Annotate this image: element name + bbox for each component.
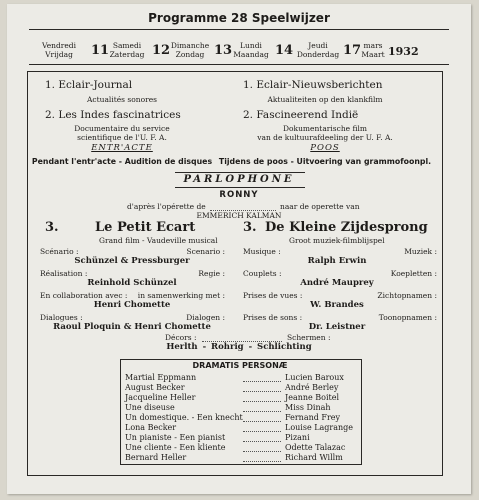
cast-role: Bernard Heller <box>125 453 187 462</box>
film-sub-fr: Grand film - Vaudeville musical <box>99 236 218 245</box>
toon-label-nl: Toonopnamen : <box>378 313 437 322</box>
cast-role: Martial Eppmann <box>125 373 197 382</box>
program-title: Programme 28 Speelwijzer <box>148 11 330 25</box>
dialogues-label-fr: Dialogues : <box>40 313 83 322</box>
cast-actor: Louise Lagrange <box>285 423 354 432</box>
decors-value: Herlth - Rohrig - Schlichting <box>166 342 312 352</box>
right-item2-sub2: van de kultuurafdeeling der U. F. A. <box>257 133 393 142</box>
collab-label-fr: En collaboration avec : <box>40 291 128 300</box>
cast-actor: Pizani <box>285 433 310 442</box>
day-5-nl: Donderdag <box>296 49 340 59</box>
couplets-value: André Mauprey <box>300 278 374 288</box>
collab-label-nl: in samenwerking met : <box>137 291 225 300</box>
musique-label-fr: Musique : <box>243 247 281 256</box>
scenario-value: Schünzel & Pressburger <box>74 256 190 266</box>
entracte-label: ENTR'ACTE <box>91 143 153 153</box>
film-num-left: 3. <box>45 220 59 235</box>
parlophone-rule-bottom <box>175 187 305 188</box>
cast-role: Un domestique. - Een knecht <box>125 413 243 422</box>
realisation-label-fr: Réalisation : <box>40 269 88 278</box>
right-item2-sub1: Dokumentarische film <box>283 124 367 133</box>
parlophone-rule-top <box>175 172 305 173</box>
left-item1-sub: Actualités sonores <box>87 95 157 104</box>
header-rule-top <box>29 29 449 30</box>
cast-leader-dots <box>243 451 281 452</box>
month-fr: mars <box>363 41 383 50</box>
dialogues-value: Raoul Ploquin & Henri Chomette <box>53 322 211 332</box>
film-sub-nl: Groot muziek-filmblijspel <box>289 236 385 245</box>
koepletten-label-nl: Koepletten : <box>390 269 437 278</box>
right-item2-title: 2. Fascineerend Indië <box>243 109 359 121</box>
cast-role: Une cliente - Een kliente <box>125 443 226 452</box>
day-2-num: 12 <box>152 43 171 58</box>
operette-fr: d'après l'opérette de <box>127 202 206 211</box>
cast-leader-dots <box>243 381 281 382</box>
cast-leader-dots <box>243 461 281 462</box>
realisation-value: Reinhold Schünzel <box>87 278 177 288</box>
scenario-label-fr: Scénario : <box>40 247 79 256</box>
parlophone: PARLOPHONE <box>183 174 295 185</box>
cast-actor: Jeanne Boitel <box>285 393 340 402</box>
cast-leader-dots <box>243 441 281 442</box>
day-4-fr: Lundi <box>240 41 262 50</box>
day-1-nl: Vrijdag <box>45 49 73 59</box>
day-4-nl: Maandag <box>233 49 269 59</box>
left-item2-sub1: Documentaire du service <box>74 124 170 133</box>
day-1-fr: Vendredi <box>41 41 77 50</box>
film-num-right: 3. <box>243 220 257 235</box>
dialogues-label-nl: Dialogen : <box>186 313 225 322</box>
poos-text: Tijdens de poos - Uitvoering van grammofoonpl. <box>218 157 432 166</box>
day-3-num: 13 <box>214 43 233 58</box>
header-rule-bottom <box>29 64 449 65</box>
couplets-label-fr: Couplets : <box>243 269 282 278</box>
cast-actor: André Berley <box>285 383 339 392</box>
scenario-label-nl: Scenario : <box>186 247 225 256</box>
day-3-nl: Zondag <box>175 49 205 59</box>
regie-label-nl: Regie : <box>198 269 225 278</box>
day-1-num: 11 <box>91 43 110 58</box>
dramatis-heading: DRAMATIS PERSONÆ <box>192 361 288 370</box>
cast-leader-dots <box>243 411 281 412</box>
cast-actor: Lucien Baroux <box>285 373 344 382</box>
ronny: RONNY <box>219 190 259 200</box>
year: 1932 <box>388 45 419 58</box>
entracte-text: Pendant l'entr'acte - Audition de disques <box>31 157 213 166</box>
cast-actor: Fernand Frey <box>285 413 341 422</box>
right-item1-title: 1. Eclair-Nieuwsberichten <box>243 79 383 91</box>
composer: EMMERICH KALMAN <box>196 211 282 220</box>
day-2-nl: Zaterdag <box>109 49 145 59</box>
day-3-fr: Dimanche <box>170 41 210 50</box>
day-4-num: 14 <box>275 43 294 58</box>
cast-actor: Miss Dinah <box>285 403 331 412</box>
film-title-fr: Le Petit Ecart <box>95 220 196 235</box>
left-item1-title: 1. Eclair-Journal <box>45 79 133 91</box>
cast-actor: Odette Talazac <box>285 443 346 452</box>
cast-leader-dots <box>243 431 281 432</box>
prises-sons-label-fr: Prises de sons : <box>243 313 303 322</box>
prises-sons-value: Dr. Leistner <box>308 322 366 332</box>
prises-vues-label-fr: Prises de vues : <box>243 291 303 300</box>
decors-label-fr: Décors : <box>165 333 197 342</box>
cast-leader-dots <box>243 391 281 392</box>
cast-leader-dots <box>243 401 281 402</box>
muziek-label-nl: Muziek : <box>404 247 437 256</box>
day-5-fr: Jeudi <box>308 41 328 50</box>
cast-role: Un pianiste - Een pianist <box>125 433 226 442</box>
cast-role: Lona Becker <box>125 423 177 432</box>
month-nl: Maart <box>361 49 385 59</box>
left-item2-title: 2. Les Indes fascinatrices <box>45 109 181 121</box>
right-item1-sub: Aktualiteiten op den klankfilm <box>267 95 383 104</box>
musique-value: Ralph Erwin <box>307 256 367 266</box>
operette-nl: naar de operette van <box>280 202 360 211</box>
prises-vues-value: W. Brandes <box>310 300 364 310</box>
cast-role: Jacqueline Heller <box>125 393 196 402</box>
day-2-fr: Samedi <box>112 41 142 50</box>
schermen-label-nl: Schermen : <box>287 333 331 342</box>
cast-actor: Richard Willm <box>285 453 343 462</box>
program-page <box>7 4 471 494</box>
cast-role: Une diseuse <box>125 403 175 412</box>
cast-leader-dots <box>243 421 281 422</box>
poos-label: POOS <box>310 143 340 153</box>
day-5-num: 17 <box>343 43 362 58</box>
film-title-nl: De Kleine Zijdesprong <box>265 220 428 235</box>
cast-role: August Becker <box>125 383 185 392</box>
zicht-label-nl: Zichtopnamen : <box>377 291 437 300</box>
left-item2-sub2: scientifique de l'U. F. A. <box>77 133 167 142</box>
collab-value: Henri Chomette <box>93 300 171 310</box>
